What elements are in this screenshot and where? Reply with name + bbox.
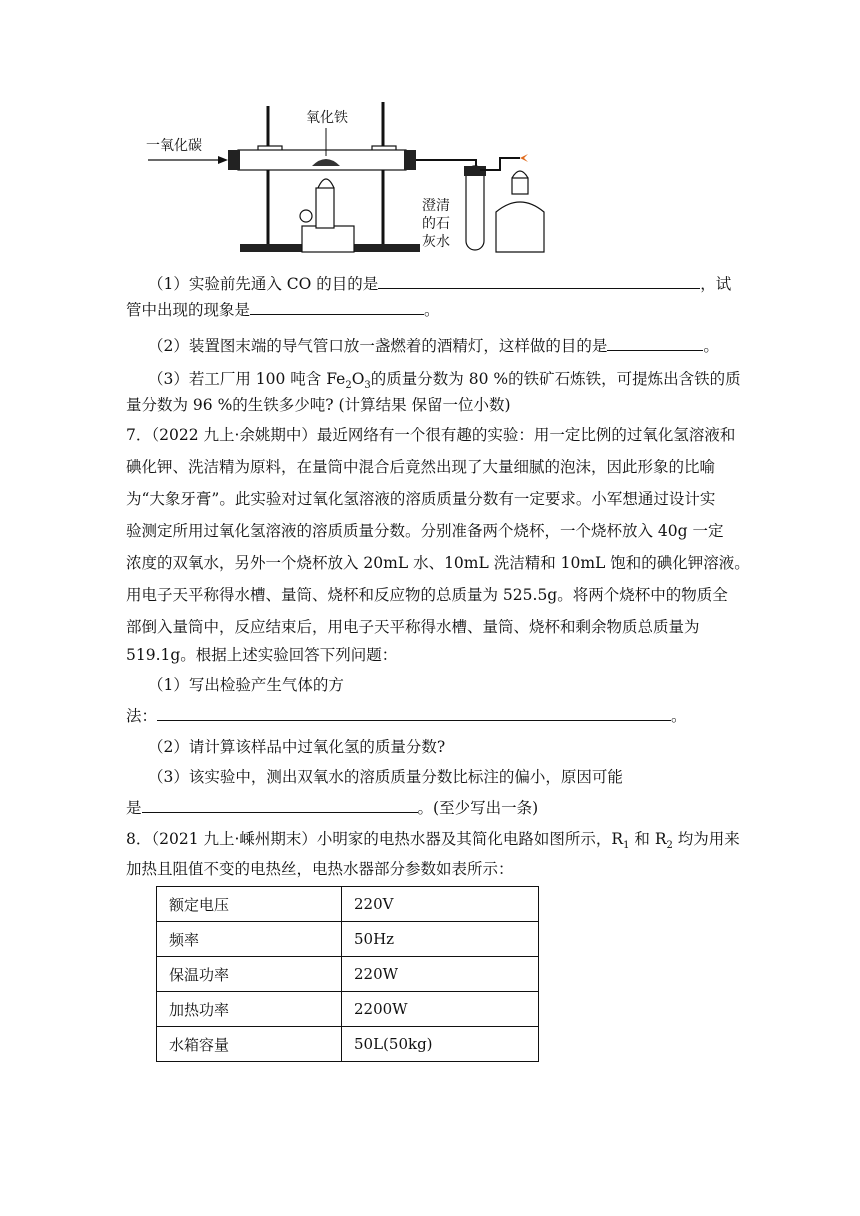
q6-part3-text-b: 的质量分数为 80 %的铁矿石炼铁，可提炼出含铁的质: [370, 370, 741, 388]
q7-line4: 验测定所用过氧化氢溶液的溶质质量分数。分别准备两个烧杯，一个烧杯放入 40g 一定: [126, 522, 724, 540]
test-tube: [466, 166, 484, 250]
co-label: 一氧化碳: [146, 138, 202, 154]
q8-text-b: 和 R: [629, 830, 667, 848]
burner-knob: [300, 210, 312, 222]
q8-text-c: 均为用来: [672, 830, 740, 848]
table-row: [157, 887, 539, 922]
q7-part3-suffix: 。(至少写出一条): [417, 799, 539, 817]
right-stand-base: [354, 244, 420, 252]
table-value: 50Hz: [342, 922, 539, 957]
table-key: 额定电压: [157, 887, 342, 922]
alcohol-lamp: [496, 202, 544, 252]
q7-line8: 519.1g。根据上述实验回答下列问题：: [126, 646, 398, 664]
q7-part1-line1: （1）写出检验产生气体的方: [148, 676, 344, 694]
lamp-flame: [512, 171, 528, 178]
q8-line1: [126, 826, 738, 859]
q7-part1-prefix: 法：: [126, 707, 158, 725]
table-value: 2200W: [342, 992, 539, 1027]
q6-part3-line2: 量分数为 96 %的生铁多少吨? (计算结果 保留一位小数): [126, 396, 511, 414]
q6-part2-period: 。: [703, 337, 719, 355]
table-key: 保温功率: [157, 957, 342, 992]
table-row: [157, 1027, 539, 1062]
q6-part2-line: [126, 332, 760, 359]
q6-part3-text-a: （3）若工厂用 100 吨含 Fe: [148, 370, 346, 388]
table-value: 220W: [342, 957, 539, 992]
q6-part1-line1: [126, 270, 760, 297]
burner-base: [302, 226, 354, 252]
q6-part1-line2: [126, 296, 738, 323]
left-stand-base: [240, 244, 310, 252]
q6-part1-text: （1）实验前先通入 CO 的目的是: [148, 275, 379, 293]
q6-part2-text: （2）装置图末端的导气管口放一盏燃着的酒精灯，这样做的目的是: [148, 337, 608, 355]
q7-part1-line2: [126, 702, 738, 729]
right-stopper: [404, 150, 416, 170]
burner-flame: [318, 179, 334, 188]
lamp-neck: [512, 178, 528, 194]
table-row: [157, 957, 539, 992]
table-key: 加热功率: [157, 992, 342, 1027]
q8-sub2: 2: [666, 840, 673, 852]
q7-line2: 碘化钾、洗洁精为原料，在量筒中混合后竟然出现了大量细腻的泡沫，因此形象的比喻: [126, 458, 716, 476]
table-key: 频率: [157, 922, 342, 957]
q7-line6: 用电子天平称得水槽、量筒、烧杯和反应物的总质量为 525.5g。将两个烧杯中的物质全: [126, 586, 728, 604]
limewater-label-1: 澄清: [422, 198, 450, 214]
q7-part1-blank[interactable]: [157, 702, 671, 721]
q6-part2-blank[interactable]: [607, 332, 703, 351]
q7-part3-line1: （3）该实验中，测出双氧水的溶质质量分数比标注的偏小，原因可能: [148, 768, 623, 786]
q7-part3-prefix: 是: [126, 799, 142, 817]
q6-part1-text-end: ，试: [700, 275, 732, 293]
table-key: 水箱容量: [157, 1027, 342, 1062]
q6-part3-sub2: 3: [364, 380, 371, 392]
q7-part2-line: （2）请计算该样品中过氧化氢的质量分数?: [148, 738, 446, 756]
q6-part3-mid: O: [351, 370, 365, 388]
q7-part3-line2: [126, 794, 738, 821]
q7-line7: 部倒入量筒中，反应结束后，用电子天平称得水槽、量筒、烧杯和剩余物质总质量为: [126, 618, 700, 636]
q6-part1-period: 。: [424, 301, 440, 319]
q7-line5: 浓度的双氧水，另外一个烧杯放入 20mL 水、10mL 洗洁精和 10mL 饱和的碘化钾溶液。: [126, 554, 750, 572]
q7-part3-blank[interactable]: [142, 794, 418, 813]
q7-part1-period: 。: [671, 707, 687, 725]
limewater-label-2: 的石: [422, 216, 450, 232]
q6-part1-blank-phenomenon[interactable]: [250, 296, 424, 315]
q8-line2: 加热且阻值不变的电热丝，电热水器部分参数如表所示：: [126, 860, 514, 878]
q6-part1-text-2: 管中出现的现象是: [126, 301, 251, 319]
table-value: 50L(50kg): [342, 1027, 539, 1062]
q6-part3-sub1: 2: [345, 380, 352, 392]
q7-line1: 7．（2022 九上·余姚期中）最近网络有一个很有趣的实验：用一定比例的过氧化氢溶液和: [126, 426, 736, 444]
tail-flame: [520, 154, 528, 162]
co-arrow-head: [218, 156, 228, 164]
q7-line3: 为“大象牙膏”。此实验对过氧化氢溶液的溶质质量分数有一定要求。小军想通过设计实: [126, 490, 716, 508]
q6-part1-blank-purpose[interactable]: [378, 270, 700, 289]
apparatus-figure: [140, 96, 560, 262]
burner-column: [316, 188, 334, 228]
table-value: 220V: [342, 887, 539, 922]
q8-sub1: 1: [623, 840, 630, 852]
limewater-label-3: 灰水: [422, 234, 450, 250]
fe2o3-label: 氧化铁: [306, 110, 348, 126]
left-stopper: [228, 150, 240, 170]
table-row: [157, 992, 539, 1027]
table-row: [157, 922, 539, 957]
water-heater-params-table: [156, 886, 539, 1062]
q8-text-a: 8．（2021 九上·嵊州期末）小明家的电热水器及其简化电路如图所示，R: [126, 830, 624, 848]
